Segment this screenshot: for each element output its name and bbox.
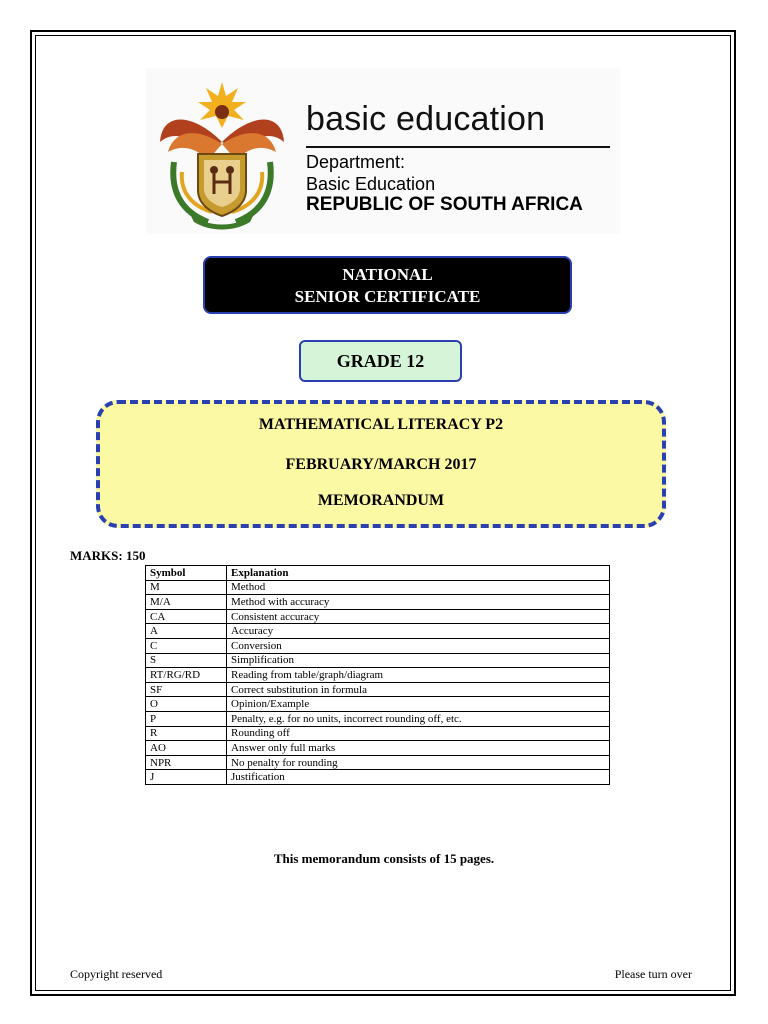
brand-title: basic education xyxy=(306,100,546,138)
symbol-cell: M/A xyxy=(146,595,227,610)
total-marks: MARKS: 150 xyxy=(70,548,146,563)
symbol-cell: SF xyxy=(146,682,227,697)
department-label: Department: xyxy=(306,152,406,172)
table-row xyxy=(146,770,610,785)
brand-underline xyxy=(306,146,610,148)
table-row xyxy=(146,609,610,624)
grade-badge: GRADE 12 xyxy=(299,340,462,382)
explanation-cell: Penalty, e.g. for no units, incorrect rounding off, etc. xyxy=(227,711,610,726)
certificate-line-2: SENIOR CERTIFICATE xyxy=(294,287,481,306)
table-row xyxy=(146,580,610,595)
department-logo xyxy=(146,68,620,234)
symbol-cell: M xyxy=(146,580,227,595)
table-row xyxy=(146,741,610,756)
table-row xyxy=(146,653,610,668)
exam-session: FEBRUARY/MARCH 2017 xyxy=(285,456,477,473)
explanation-cell: Reading from table/graph/diagram xyxy=(227,668,610,683)
column-header-symbol: Symbol xyxy=(146,566,227,581)
symbol-cell: NPR xyxy=(146,755,227,770)
turn-over-footer: Please turn over xyxy=(614,967,692,981)
table-row xyxy=(146,682,610,697)
symbol-cell: A xyxy=(146,624,227,639)
copyright-footer: Copyright reserved xyxy=(70,967,163,981)
table-row xyxy=(146,595,610,610)
symbol-cell: RT/RG/RD xyxy=(146,668,227,683)
explanation-cell: Method xyxy=(227,580,610,595)
symbol-cell: C xyxy=(146,638,227,653)
table-row xyxy=(146,638,610,653)
column-header-explanation: Explanation xyxy=(227,566,610,581)
table-row xyxy=(146,624,610,639)
explanation-cell: Conversion xyxy=(227,638,610,653)
table-row xyxy=(146,697,610,712)
explanation-cell: Correct substitution in formula xyxy=(227,682,610,697)
explanation-cell: Justification xyxy=(227,770,610,785)
document-type: MEMORANDUM xyxy=(317,492,445,509)
symbol-cell: S xyxy=(146,653,227,668)
certificate-banner xyxy=(203,256,572,314)
symbol-cell: CA xyxy=(146,609,227,624)
table-row xyxy=(146,755,610,770)
marking-key-table xyxy=(145,565,610,785)
country-name: REPUBLIC OF SOUTH AFRICA xyxy=(306,194,583,215)
certificate-line-1: NATIONAL xyxy=(342,265,433,284)
explanation-cell: Simplification xyxy=(227,653,610,668)
table-row xyxy=(146,711,610,726)
explanation-cell: Answer only full marks xyxy=(227,741,610,756)
symbol-cell: J xyxy=(146,770,227,785)
explanation-cell: Accuracy xyxy=(227,624,610,639)
page-count-note: This memorandum consists of 15 pages. xyxy=(273,851,495,866)
symbol-cell: P xyxy=(146,711,227,726)
department-name: Basic Education xyxy=(306,174,436,194)
symbol-cell: AO xyxy=(146,741,227,756)
subject-title: MATHEMATICAL LITERACY P2 xyxy=(258,416,504,433)
explanation-cell: Method with accuracy xyxy=(227,595,610,610)
table-header-row xyxy=(146,566,610,581)
symbol-cell: R xyxy=(146,726,227,741)
symbol-cell: O xyxy=(146,697,227,712)
table-row xyxy=(146,726,610,741)
explanation-cell: No penalty for rounding xyxy=(227,755,610,770)
explanation-cell: Rounding off xyxy=(227,726,610,741)
coat-of-arms-icon xyxy=(152,72,292,230)
explanation-cell: Opinion/Example xyxy=(227,697,610,712)
subject-box xyxy=(96,400,666,528)
table-row xyxy=(146,668,610,683)
explanation-cell: Consistent accuracy xyxy=(227,609,610,624)
